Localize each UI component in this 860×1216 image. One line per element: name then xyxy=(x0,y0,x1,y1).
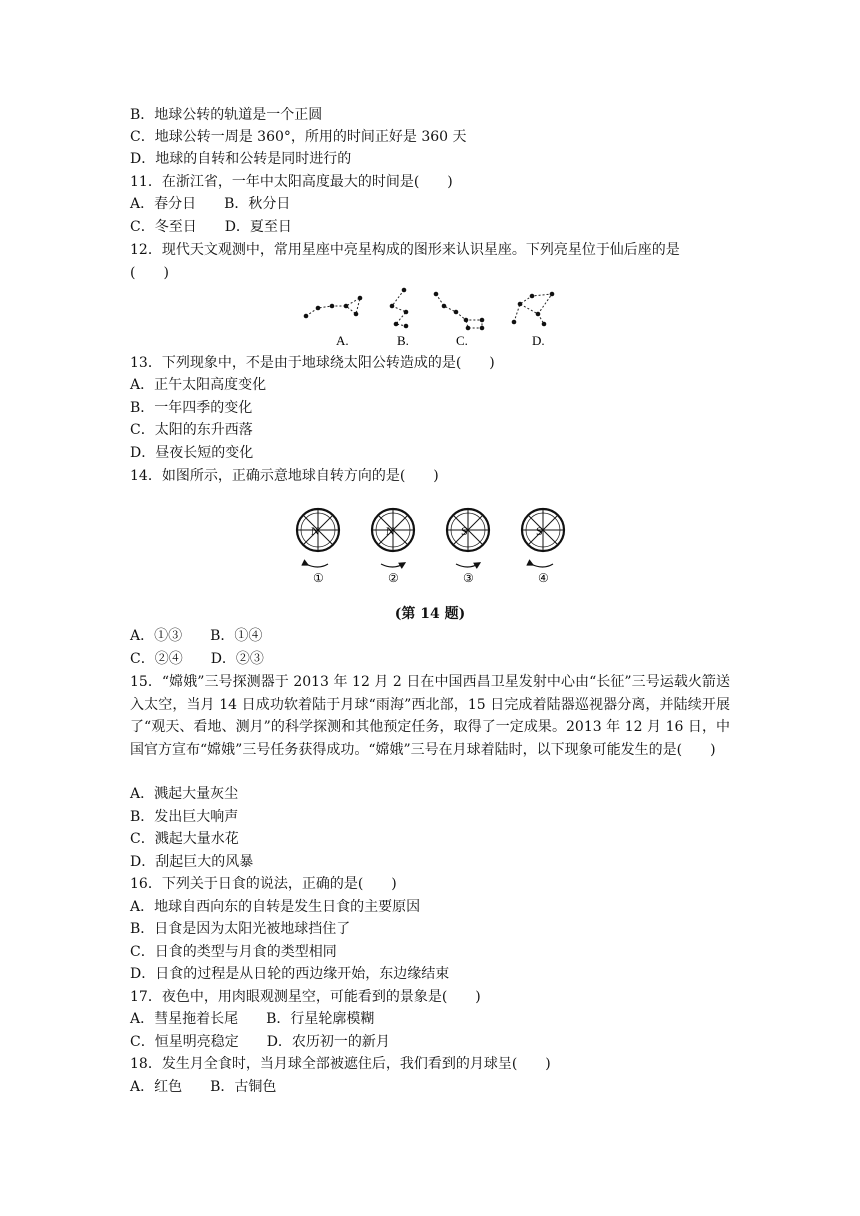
earth-rotation-figure xyxy=(288,502,578,586)
q18-stem: 18．发生月全食时，当月球全部被遮住后，我们看到的月球呈( ) xyxy=(130,1056,551,1072)
globe-2-pole-letter: N xyxy=(386,524,395,538)
q13-option-d: D．昼夜长短的变化 xyxy=(130,445,254,461)
q14-options-ab: A．①③ B．①④ xyxy=(130,628,263,644)
globe-label-1: ① xyxy=(313,571,324,585)
globe-4-pole-letter: S xyxy=(536,524,543,538)
globe-4-icon xyxy=(522,509,564,567)
globe-3-pole-letter: S xyxy=(461,524,468,538)
q18-options-ab: A．红色 B．古铜色 xyxy=(130,1079,277,1095)
globe-label-3: ③ xyxy=(463,571,474,585)
q17-stem: 17．夜色中，用肉眼观测星空，可能看到的景象是( ) xyxy=(130,989,481,1005)
globe-1-pole-letter: N xyxy=(311,524,320,538)
q15-option-c: C．溅起大量水花 xyxy=(130,831,239,847)
q10-option-b: B．地球公转的轨道是一个正圆 xyxy=(130,107,323,123)
globe-2-icon xyxy=(372,509,414,567)
constellation-label-c: C. xyxy=(456,333,468,348)
constellation-label-d: D. xyxy=(532,333,545,348)
q11-options-cd: C．冬至日 D．夏至日 xyxy=(130,219,292,235)
q10-option-d: D．地球的自转和公转是同时进行的 xyxy=(130,151,352,167)
q10-option-c: C．地球公转一周是 360°，所用的时间正好是 360 天 xyxy=(130,129,467,145)
constellation-d-figure xyxy=(514,294,552,324)
q11-options-ab: A．春分日 B．秋分日 xyxy=(130,196,291,212)
q15-stem: 15．“嫦娥”三号探测器于 2013 年 12 月 2 日在中国西昌卫星发射中心由“长征”三号运载火箭送入太空，当月 14 日成功软着陆于月球“雨海”西北部，15 日完成着陆器巡视器分离，并陆续开展了“观天、看地、测月”的科学探测和其他预定任务，取得了一定成果。2013 年 12 月 16 日，中国官方宣布“嫦娥”三号任务获得成功。“嫦娥”三号在月球着陆时，以下现象可能发生的是( ) xyxy=(130,674,730,758)
constellation-c-figure xyxy=(436,294,482,328)
q16-option-d: D．日食的过程是从日轮的西边缘开始，东边缘结束 xyxy=(130,966,450,982)
q14-options-cd: C．②④ D．②③ xyxy=(130,651,264,667)
q11-stem: 11．在浙江省，一年中太阳高度最大的时间是( ) xyxy=(130,174,453,190)
constellation-b-figure xyxy=(392,290,406,326)
q17-options-ab: A．彗星拖着长尾 B．行星轮廓模糊 xyxy=(130,1011,375,1027)
constellation-figure xyxy=(296,286,566,348)
globe-3-icon xyxy=(447,509,489,567)
q13-option-c: C．太阳的东升西落 xyxy=(130,422,253,438)
constellation-label-a: A. xyxy=(336,333,349,348)
q16-option-b: B．日食是因为太阳光被地球挡住了 xyxy=(130,921,351,937)
q12-stem-blank: ( ) xyxy=(130,265,169,281)
q14-stem: 14．如图所示，正确示意地球自转方向的是( ) xyxy=(130,468,439,484)
globe-label-2: ② xyxy=(388,571,399,585)
q16-stem: 16．下列关于日食的说法，正确的是( ) xyxy=(130,876,397,892)
globe-label-4: ④ xyxy=(538,571,549,585)
q17-options-cd: C．恒星明亮稳定 D．农历初一的新月 xyxy=(130,1034,390,1050)
q15-option-d: D．刮起巨大的风暴 xyxy=(130,854,254,870)
globe-1-icon xyxy=(297,509,339,567)
q12-stem: 12．现代天文观测中，常用星座中亮星构成的图形来认识星座。下列亮星位于仙后座的是 xyxy=(130,242,680,258)
q13-stem: 13．下列现象中，不是由于地球绕太阳公转造成的是( ) xyxy=(130,355,495,371)
q15-option-b: B．发出巨大响声 xyxy=(130,809,239,825)
q13-option-b: B．一年四季的变化 xyxy=(130,400,253,416)
constellation-label-b: B. xyxy=(397,333,409,348)
q16-option-c: C．日食的类型与月食的类型相同 xyxy=(130,944,337,960)
q14-figure-caption: (第 14 题) xyxy=(394,606,466,622)
q15-option-a: A．溅起大量灰尘 xyxy=(130,786,239,802)
q16-option-a: A．地球自西向东的自转是发生日食的主要原因 xyxy=(130,899,421,915)
q13-option-a: A．正午太阳高度变化 xyxy=(130,377,267,393)
